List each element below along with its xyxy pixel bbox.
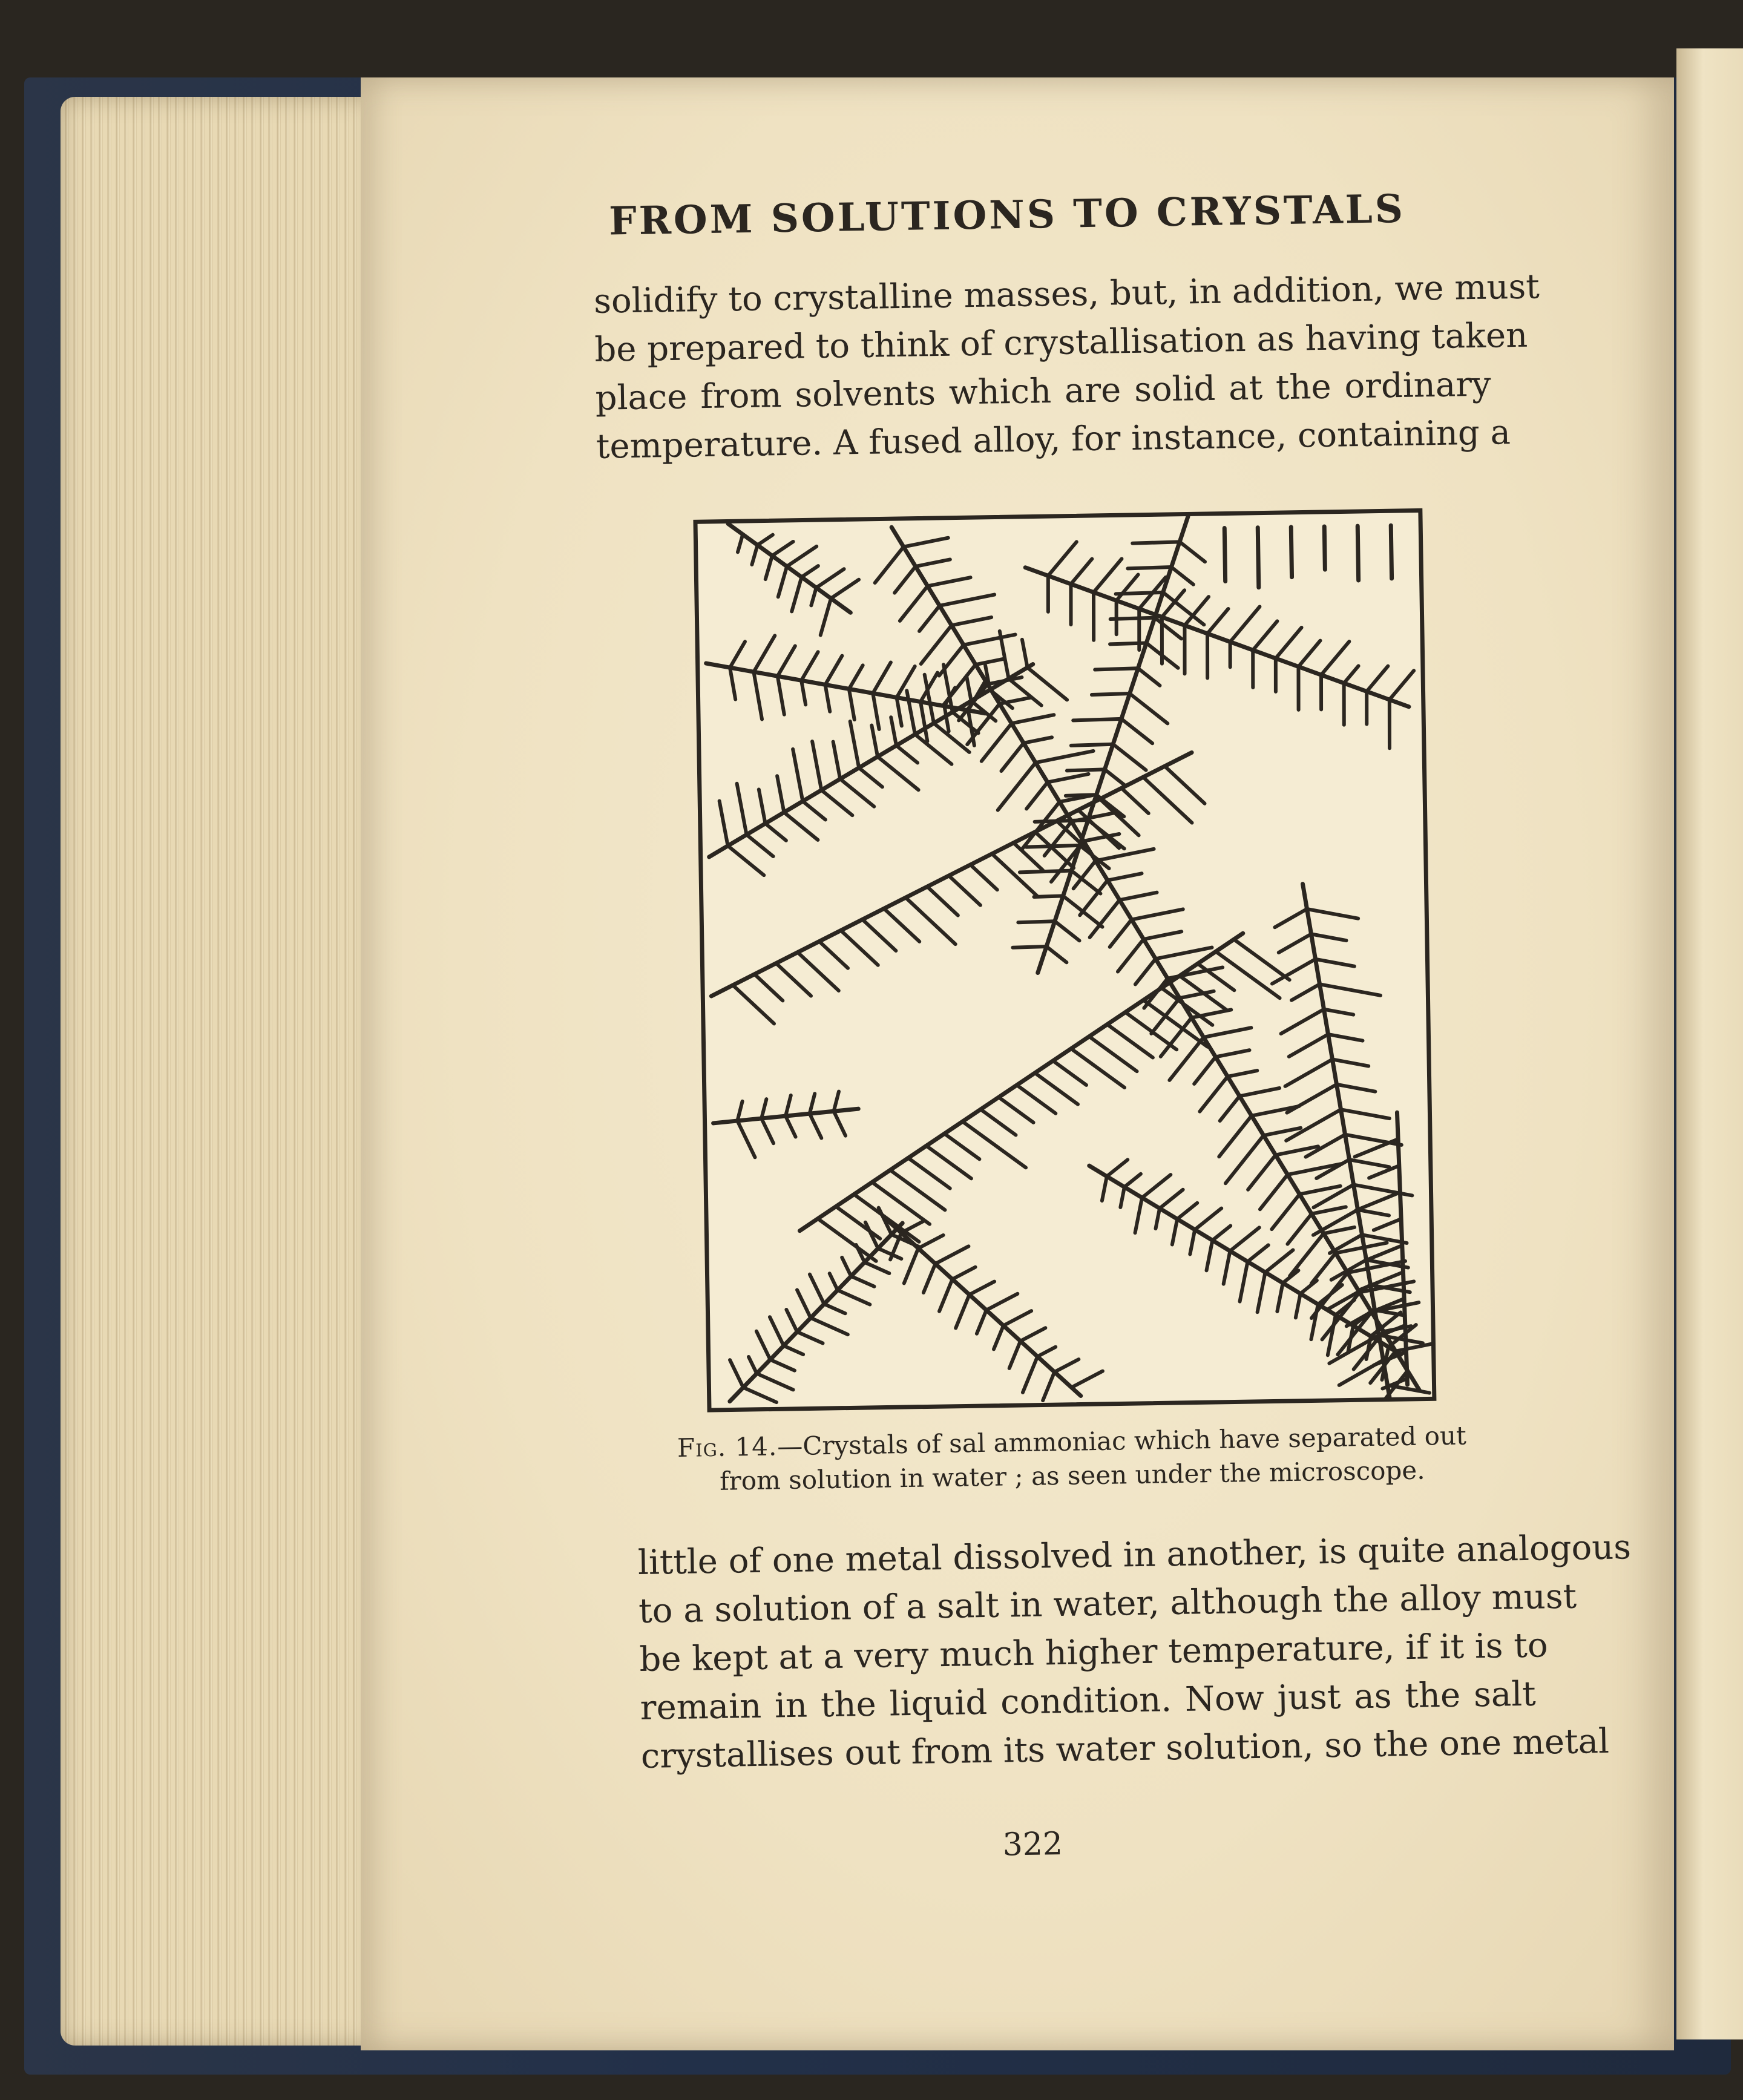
crystal-stroke (1110, 643, 1146, 645)
crystal-stroke (1207, 634, 1208, 678)
figure-label: Fig. 14. (677, 1431, 778, 1463)
crystal-stroke (1321, 675, 1322, 709)
text-line: temperature. A fused alloy, for instance, containing a (596, 413, 1511, 467)
crystal-figure (692, 507, 1438, 1414)
text-line: to a solution of a salt in water, although the alloy must (638, 1577, 1577, 1631)
caption-line-2: from solution in water ; as seen under the microscope. (719, 1455, 1425, 1496)
crystal-stroke (1291, 527, 1292, 577)
text-line: be kept at a very much higher temperature, if it is to (638, 1626, 1549, 1679)
crystal-stroke (1324, 527, 1325, 569)
crystal-stroke (1366, 691, 1367, 724)
crystal-stroke (1184, 625, 1185, 674)
crystal-stroke (1020, 871, 1071, 873)
crystal-stroke (1034, 896, 1063, 897)
text-line: place from solvents which are solid at the ordinary (595, 364, 1492, 418)
crystal-stroke (1013, 947, 1046, 948)
crystal-stroke (1111, 618, 1155, 619)
crystal-stroke (1026, 845, 1080, 847)
crystal-stroke (1092, 694, 1130, 695)
crystal-stroke (1252, 650, 1253, 687)
crystal-stroke (1073, 719, 1121, 721)
crystal-stroke (1275, 658, 1276, 692)
text-line: be prepared to think of crystallisation as having taken (594, 315, 1528, 370)
crystal-stroke (1357, 526, 1358, 580)
crystal-stroke (1066, 795, 1097, 796)
page-edges (61, 97, 375, 2046)
caption-line-1: —Crystals of sal ammoniac which have separated out (776, 1420, 1467, 1462)
crystal-stroke (1344, 683, 1345, 725)
crystal-stroke (1093, 592, 1094, 640)
crystal-stroke (1035, 820, 1088, 822)
top-paragraph (593, 264, 1540, 471)
running-head: FROM SOLUTIONS TO CRYSTALS (608, 186, 1406, 244)
crystal-stroke (1128, 567, 1171, 568)
figure-caption (624, 1418, 1521, 1500)
page-number: 322 (1002, 1826, 1063, 1863)
crystal-stroke (1132, 542, 1180, 543)
crystal-stroke (1095, 668, 1138, 669)
text-line: solidify to crystalline masses, but, in addition, we must (593, 267, 1540, 321)
crystal-stroke (1048, 576, 1049, 612)
crystal-stroke (1389, 700, 1390, 748)
page-content (349, 67, 1693, 2061)
crystal-stroke (1067, 769, 1105, 770)
crystal-stroke (1071, 744, 1113, 746)
crystal-stroke (1018, 921, 1055, 922)
crystal-stroke (1258, 528, 1259, 588)
crystal-illustration (692, 507, 1438, 1414)
bottom-paragraph (637, 1525, 1632, 1781)
text-line: remain in the liquid condition. Now just as the salt (640, 1674, 1537, 1728)
text-line: crystallises out from its water solution, so the one metal (640, 1721, 1610, 1776)
crystal-stroke (1224, 528, 1225, 582)
text-line: little of one metal dissolved in another, is quite analogous (637, 1527, 1632, 1583)
crystal-stroke (1298, 667, 1299, 710)
crystal-stroke (1070, 584, 1071, 625)
crystal-stroke (1116, 592, 1163, 594)
